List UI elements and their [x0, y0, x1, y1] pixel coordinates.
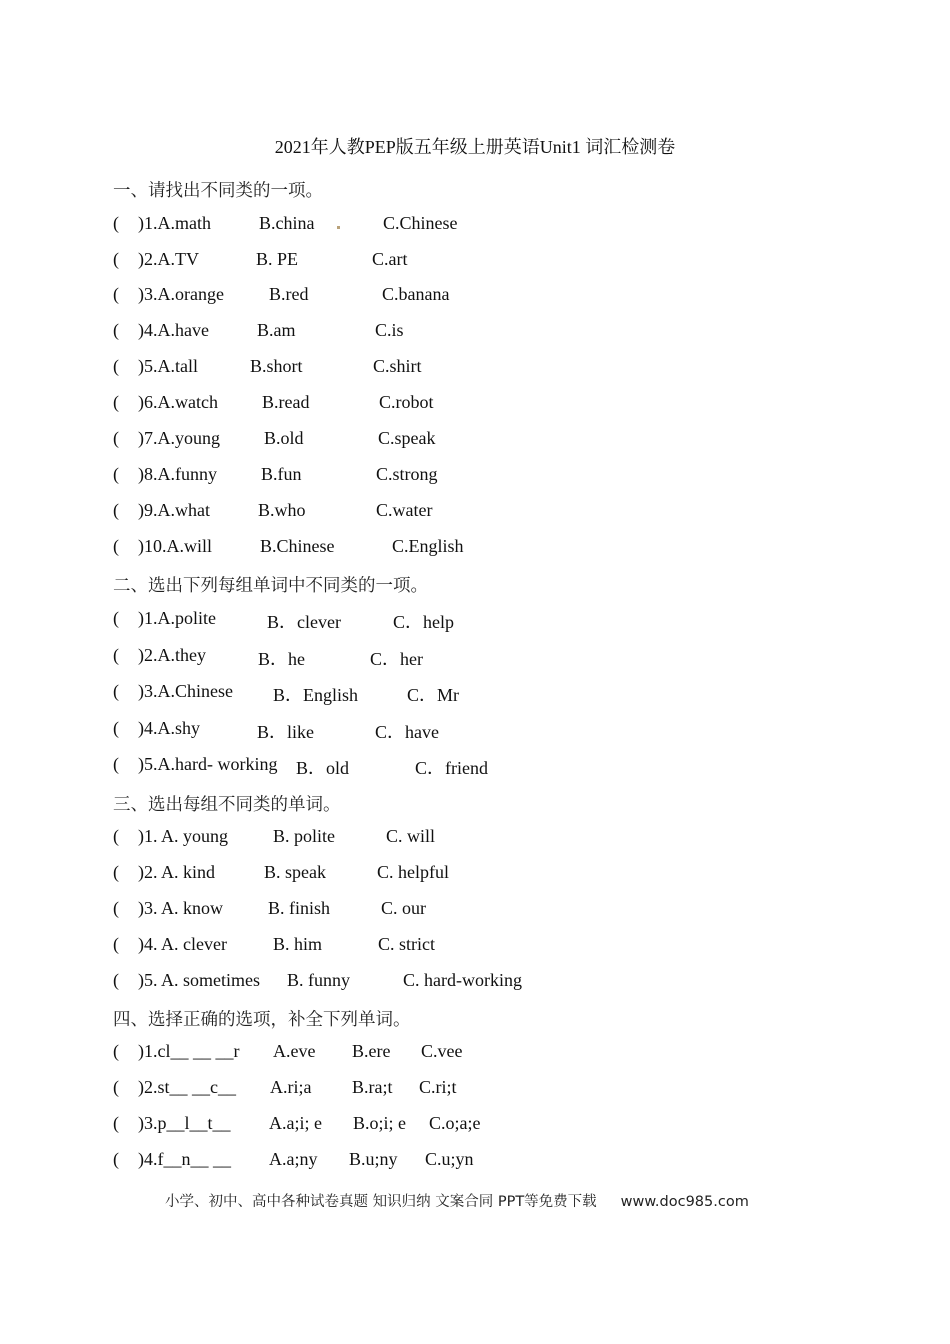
- answer-bracket: (: [113, 718, 119, 738]
- answer-bracket: (: [113, 862, 119, 882]
- option-c: C.speak: [378, 428, 436, 448]
- answer-bracket: (: [113, 645, 119, 665]
- option-c: C.robot: [379, 392, 434, 412]
- option-c: C.water: [376, 500, 433, 520]
- question-text: )4. A. clever: [138, 934, 227, 954]
- option-b: B.short: [250, 356, 303, 376]
- question-text: )1.cl__ __ __r: [138, 1041, 240, 1061]
- answer-bracket: (: [113, 284, 119, 304]
- answer-bracket: (: [113, 249, 119, 269]
- answer-bracket: (: [113, 356, 119, 376]
- answer-bracket: (: [113, 428, 119, 448]
- question-text: )6.A.watch: [138, 392, 218, 412]
- option-c: C．help: [393, 612, 454, 632]
- option-c: C.English: [392, 536, 464, 556]
- option-a: A.ri;a: [270, 1077, 312, 1097]
- page-footer: [165, 1190, 749, 1211]
- option-b: B. speak: [264, 862, 326, 882]
- question-text: )1. A. young: [138, 826, 228, 846]
- footer-url[interactable]: www.doc985.com: [620, 1194, 749, 1210]
- question-text: )3.p__l__t__: [138, 1113, 231, 1133]
- option-c: C．her: [370, 649, 423, 669]
- answer-bracket: (: [113, 681, 119, 701]
- answer-bracket: (: [113, 1113, 119, 1133]
- answer-bracket: (: [113, 536, 119, 556]
- page-title: 2021年人教PEP版五年级上册英语Unit1 词汇检测卷: [274, 137, 676, 157]
- option-c: C. helpful: [377, 862, 449, 882]
- option-c: C．have: [375, 722, 439, 742]
- option-c: C．Mr: [407, 685, 460, 705]
- option-c: C.is: [375, 320, 404, 340]
- answer-bracket: (: [113, 320, 119, 340]
- answer-bracket: (: [113, 934, 119, 954]
- option-c: C．friend: [415, 758, 488, 778]
- question-text: )2.A.TV: [138, 249, 199, 269]
- option-b: B.who: [258, 500, 306, 520]
- option-b: B.old: [264, 428, 304, 448]
- option-b: B．like: [257, 722, 314, 742]
- answer-bracket: (: [113, 754, 119, 774]
- answer-bracket: (: [113, 1077, 119, 1097]
- option-c: C. will: [386, 826, 436, 846]
- question-text: )1.A.polite: [138, 608, 216, 628]
- option-c: C.vee: [421, 1041, 463, 1061]
- option-c: C.Chinese: [383, 213, 458, 233]
- answer-bracket: (: [113, 464, 119, 484]
- option-b: B.u;ny: [349, 1149, 398, 1169]
- option-b: B.ere: [352, 1041, 391, 1061]
- option-b: B．English: [273, 685, 359, 705]
- question-text: )1.A.math: [138, 213, 211, 233]
- question-text: )2. A. kind: [138, 862, 216, 882]
- option-b: B. PE: [256, 249, 299, 269]
- option-a: A.a;ny: [269, 1149, 318, 1169]
- option-c: C.strong: [376, 464, 438, 484]
- option-c: C.banana: [382, 284, 450, 304]
- option-c: C.ri;t: [419, 1077, 457, 1097]
- option-b: B．old: [296, 758, 350, 778]
- question-text: )5. A. sometimes: [138, 970, 260, 990]
- question-text: )3.A.orange: [138, 284, 224, 304]
- section-1-heading: 一、请找出不同类的一项。: [113, 181, 323, 201]
- option-b: B.china: [259, 213, 315, 233]
- option-b: B.red: [269, 284, 309, 304]
- option-b: B. finish: [268, 898, 331, 918]
- answer-bracket: (: [113, 392, 119, 412]
- section-3-heading: 三、选出每组不同类的单词。: [113, 795, 341, 815]
- answer-bracket: (: [113, 1149, 119, 1169]
- question-text: )5.A.hard- working: [138, 754, 278, 774]
- answer-bracket: (: [113, 213, 119, 233]
- option-b: B.ra;t: [352, 1077, 393, 1097]
- option-b: B. funny: [287, 970, 350, 990]
- option-c: C.u;yn: [425, 1149, 474, 1169]
- question-text: )3. A. know: [138, 898, 223, 918]
- section-4-heading: 四、选择正确的选项，补全下列单词。: [113, 1010, 411, 1030]
- option-b: B.am: [257, 320, 296, 340]
- question-text: )2.A.they: [138, 645, 206, 665]
- question-text: )10.A.will: [138, 536, 212, 556]
- answer-bracket: (: [113, 500, 119, 520]
- option-c: C.art: [372, 249, 408, 269]
- option-b: B. polite: [273, 826, 335, 846]
- answer-bracket: (: [113, 608, 119, 628]
- question-text: )4.f__n__ __: [138, 1149, 231, 1169]
- option-b: B. him: [273, 934, 323, 954]
- option-c: C. hard-working: [403, 970, 522, 990]
- option-b: B．clever: [267, 612, 341, 632]
- answer-bracket: (: [113, 826, 119, 846]
- question-text: )4.A.shy: [138, 718, 200, 738]
- answer-bracket: (: [113, 898, 119, 918]
- option-b: B.fun: [261, 464, 302, 484]
- answer-bracket: (: [113, 970, 119, 990]
- question-text: )7.A.young: [138, 428, 220, 448]
- question-text: )8.A.funny: [138, 464, 217, 484]
- option-c: C. strict: [378, 934, 435, 954]
- option-b: B．he: [258, 649, 305, 669]
- option-a: A.a;i; e: [269, 1113, 322, 1133]
- option-c: C.shirt: [373, 356, 422, 376]
- footer-text: 小学、初中、高中各种试卷真题 知识归纳 文案合同 PPT等免费下载: [165, 1194, 597, 1210]
- option-b: B.read: [262, 392, 310, 412]
- decorative-dot: [337, 226, 340, 229]
- section-2-heading: 二、选出下列每组单词中不同类的一项。: [113, 576, 428, 596]
- option-b: B.o;i; e: [353, 1113, 406, 1133]
- option-b: B.Chinese: [260, 536, 335, 556]
- question-text: )5.A.tall: [138, 356, 198, 376]
- question-text: )4.A.have: [138, 320, 209, 340]
- option-c: C. our: [381, 898, 426, 918]
- answer-bracket: (: [113, 1041, 119, 1061]
- question-text: )2.st__ __c__: [138, 1077, 236, 1097]
- option-c: C.o;a;e: [429, 1113, 481, 1133]
- option-a: A.eve: [273, 1041, 316, 1061]
- question-text: )3.A.Chinese: [138, 681, 233, 701]
- question-text: )9.A.what: [138, 500, 210, 520]
